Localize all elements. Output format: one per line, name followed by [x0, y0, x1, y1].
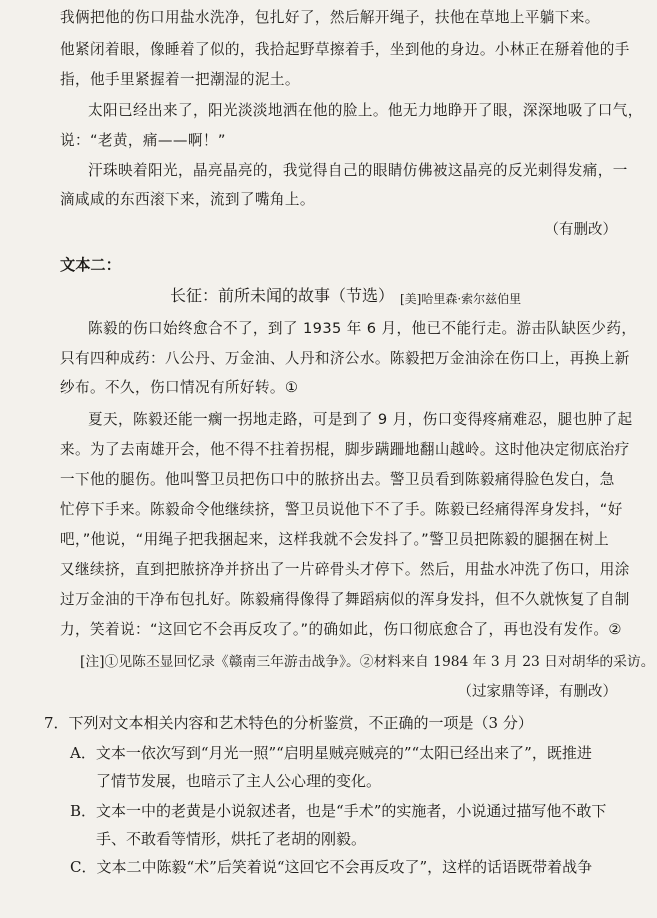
- text2-line-1: 陈毅的伤口始终愈合不了，到了 1935 年 6 月，他已不能行走。游击队缺医少药，: [88, 320, 637, 337]
- text1-line-4: 太阳已经出来了，阳光淡淡地洒在他的脸上。他无力地睁开了眼，深深地吸了口气，: [88, 102, 643, 119]
- text2-footnote: [注]①见陈丕显回忆录《赣南三年游击战争》。②材料来自 1984 年 3 月 23 日对胡华的采访。: [80, 654, 655, 670]
- text1-source: （有删改）: [544, 222, 617, 238]
- question-7-stem: 7．下列对文本相关内容和艺术特色的分析鉴赏，不正确的一项是（3 分）: [44, 714, 533, 732]
- text2-line-6: 一下他的腿伤。他叫警卫员把伤口中的脓挤出去。警卫员看到陈毅痛得脸色发白，急: [60, 471, 615, 488]
- option-b-line-2: 手、不敢看等情形，烘托了老胡的刚毅。: [96, 830, 367, 848]
- text2-source: （过家鼎等译，有删改）: [457, 684, 617, 700]
- text1-line-5: 说：“老黄，痛——啊！”: [60, 132, 226, 149]
- text1-line-1: 我俩把他的伤口用盐水洗净，包扎好了，然后解开绳子，扶他在草地上平躺下来。: [60, 9, 600, 26]
- option-a-line-1: A．文本一依次写到“月光一照”“启明星贼亮贼亮的”“太阳已经出来了”，既推进: [70, 744, 592, 762]
- text1-line-7: 滴咸咸的东西滚下来，流到了嘴角上。: [60, 191, 315, 208]
- text2-label: 文本二：: [60, 256, 121, 274]
- text2-line-2: 只有四种成药：八公丹、万金油、人丹和济公水。陈毅把万金油涂在伤口上，再换上新: [60, 350, 630, 367]
- option-b-line-1: B．文本一中的老黄是小说叙述者，也是“手术”的实施者，小说通过描写他不敢下: [70, 802, 607, 820]
- text2-title: 长征：前所未闻的故事（节选）: [170, 286, 395, 305]
- text2-line-7: 忙停下手来。陈毅命令他继续挤，警卫员说他下不了手。陈毅已经痛得浑身发抖，“好: [60, 501, 623, 518]
- text2-line-5: 来。为了去南雄开会，他不得不拄着拐棍，脚步蹒跚地翻山越岭。这时他决定彻底治疗: [60, 441, 630, 458]
- text2-line-9: 又继续挤，直到把脓挤净并挤出了一片碎骨头才停下。然后，用盐水冲洗了伤口，用涂: [60, 561, 630, 578]
- text1-line-2: 他紧闭着眼，像睡着了似的，我拾起野草擦着手，坐到他的身边。小林正在掰着他的手: [60, 41, 630, 58]
- text2-line-4: 夏天，陈毅还能一瘸一拐地走路，可是到了 9 月，伤口变得疼痛难忍，腿也肿了起: [88, 411, 633, 428]
- text2-line-8: 吧，”他说，“用绳子把我捆起来，这样我就不会发抖了。”警卫员把陈毅的腿捆在树上: [60, 531, 610, 548]
- text2-line-11: 力，笑着说：“这回它不会再反攻了。”的确如此，伤口彻底愈合了，再也没有发作。②: [60, 621, 622, 638]
- text2-line-10: 过万金油的干净布包扎好。陈毅痛得像得了舞蹈病似的浑身发抖，但不久就恢复了自制: [60, 591, 630, 608]
- text1-line-3: 指，他手里紧握着一把潮湿的泥土。: [60, 71, 300, 88]
- text2-line-3: 纱布。不久，伤口情况有所好转。①: [60, 379, 299, 396]
- option-c-line-1: C．文本二中陈毅“术”后笑着说“这回它不会再反攻了”，这样的话语既带着战争: [70, 858, 593, 876]
- option-a-line-2: 了情节发展，也暗示了主人公心理的变化。: [96, 772, 382, 790]
- text2-author: [美]哈里森·索尔兹伯里: [400, 292, 522, 306]
- text1-line-6: 汗珠映着阳光，晶亮晶亮的，我觉得自己的眼睛仿佛被这晶亮的反光刺得发痛，一: [88, 162, 628, 179]
